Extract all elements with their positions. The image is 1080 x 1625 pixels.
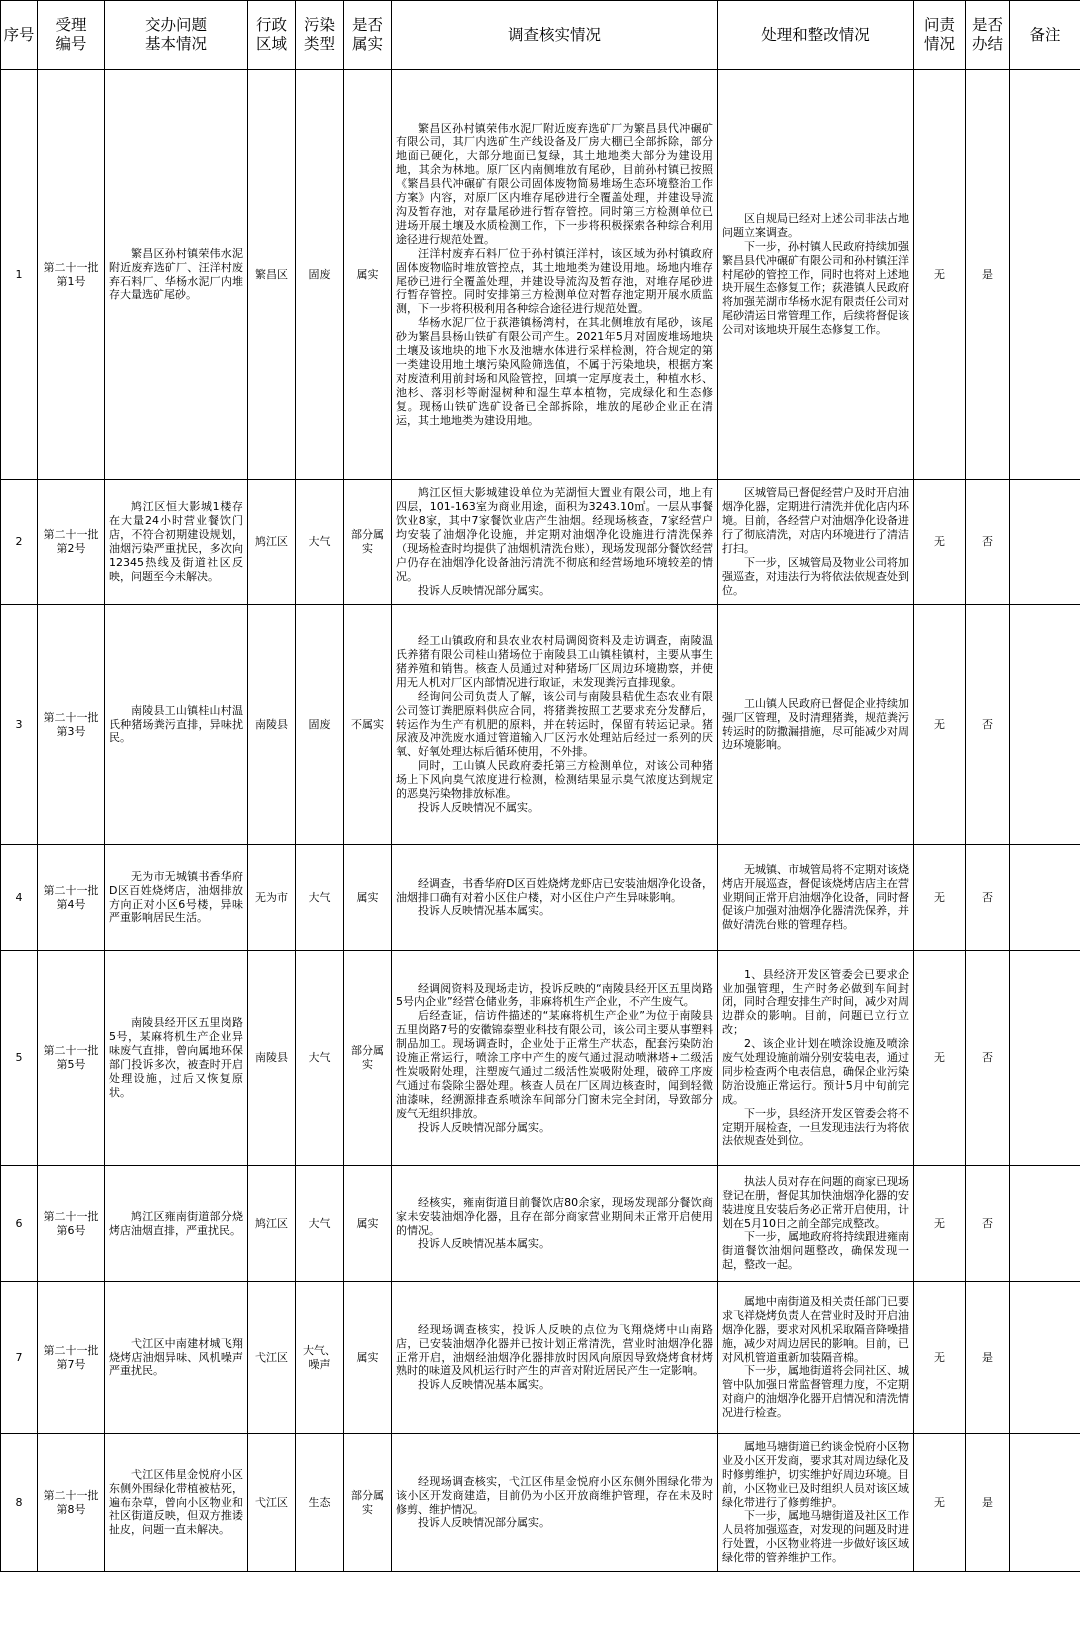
cell-investigation-paragraph: 投诉人反映情况基本属实。 (418, 1237, 550, 1251)
header-accountability (914, 1, 966, 70)
cell-remarks (1010, 1166, 1080, 1282)
cell-verified (344, 951, 392, 1166)
cell-seq: 4 (1, 845, 38, 951)
cell-issue (105, 1166, 248, 1282)
cell-investigation (392, 845, 718, 951)
cell-pollution (296, 951, 344, 1166)
cell-case-no-text: 第二十一批第5号 (43, 1044, 99, 1071)
cell-case-no (38, 70, 105, 480)
cell-investigation-paragraph: 同时，工山镇人民政府委托第三方检测单位，对该公司种猪场上下风向臭气浓度进行检测，检测结果显示臭气浓度达到规定的恶臭污染物排放标准。 (396, 759, 713, 801)
cell-investigation-paragraph: 经调查，书香华府D区百姓烧烤龙虾店已安装油烟净化设备，油烟排口确有对着小区住户楼，对小区住户产生异味影响。 (396, 876, 713, 904)
cell-investigation-paragraph: 后经查证，信访件描述的“某麻将机生产企业”为位于南陵县五里岗路7号的安徽锦泰塑业科技有限公司，该公司主要从事塑料制品加工。现场调查时，企业处于正常生产状态，配套污染防治设施正常运行，喷涂工序中产生的废气通过混动喷淋塔+二级活性炭吸附处理，注塑废气通过二级活性炭吸附处理，破碎工序废气通过布袋除尘器处理。核查人员在厂区周边核查时，闻到轻微油漆味，经溯源排查系喷涂车间部分门窗未完全封闭，导致部分废气无组织排放。 (396, 1009, 713, 1120)
cell-verified (344, 1434, 392, 1572)
cell-issue (105, 605, 248, 845)
cell-handling-paragraph: 属地马塘街道已约谈金悦府小区物业及小区开发商，要求其对周边绿化及时修剪维护，切实维护好周边环境。目前，小区物业已及时组织人员对该区域绿化带进行了修剪维护。 (722, 1439, 909, 1509)
header-district (248, 1, 296, 70)
cell-issue (105, 951, 248, 1166)
cell-handling-paragraph: 无城镇、市城管局将不定期对该烧烤店开展巡查，督促该烧烤店店主在营业期间正常开启油烟净化设备，同时督促该户加强对油烟净化器清洗保养，并做好清洗台账的管理存档。 (722, 862, 909, 932)
cell-district: 南陵县 (248, 951, 296, 1166)
cell-handling (718, 605, 914, 845)
cell-verified-text: 属实 (356, 890, 379, 904)
cell-investigation-paragraph: 经工山镇政府和县农业农村局调阅资料及走访调查，南陵温氏养猪有限公司桂山猪场位于南陵县工山镇桂镇村，主要从事生猪养殖和销售。核查人员通过对种猪场厂区周边环境勘察，并使用无人机对厂区内部情况进行取证，未发现粪污直排现象。 (396, 634, 713, 689)
cell-pollution (296, 1434, 344, 1572)
header-closed (966, 1, 1010, 70)
cell-remarks (1010, 480, 1080, 605)
cell-investigation-paragraph: 繁昌区孙村镇荣伟水泥厂附近废弃选矿厂为繁昌县代冲碾矿有限公司，其厂内选矿生产线设备及厂房大棚已全部拆除，部分地面已硬化，大部分地面已复绿，其土地地类大部分为建设用地，其余为林地。原厂区内南侧堆放有尾砂，目前孙村镇已按照《繁昌县代冲碾矿有限公司固体废物简易堆场生态环境整治工作方案》内容，对原厂区内堆存尾砂进行全覆盖处理，并建设导流沟及暂存池，对存量尾砂进行暂存管控。同时第三方检测单位已进场开展土壤及水质检测工作，下一步将积极探索各种综合利用途径进行规范处置。 (396, 121, 713, 246)
cell-investigation-paragraph: 经现场调查核实，弋江区伟星金悦府小区东侧外围绿化带为该小区开发商建造，目前仍为小区开放商维护管理，存在未及时修剪、维护情况。 (396, 1474, 713, 1516)
table-row (1, 1434, 1080, 1572)
cell-seq: 1 (1, 70, 38, 480)
cell-issue-text: 弋江区伟星金悦府小区东侧外围绿化带植被枯死，遍布杂草，曾向小区物业和社区街道反映，但双方推诿扯皮，问题一直未解决。 (109, 1467, 243, 1537)
header-district-text: 行政区域 (255, 16, 287, 53)
cell-verified (344, 1166, 392, 1282)
cell-case-no (38, 605, 105, 845)
cell-investigation-paragraph: 投诉人反映情况基本属实。 (418, 904, 550, 918)
cell-handling-paragraph: 下一步，属地街道将会同社区、城管中队加强日常监督管理力度，不定期对商户的油烟净化器开启情况和清洗情况进行检查。 (722, 1364, 909, 1420)
cell-issue (105, 1282, 248, 1434)
header-pollution-text: 污染类型 (303, 16, 335, 53)
cell-remarks (1010, 845, 1080, 951)
cell-investigation-paragraph: 投诉人反映情况部分属实。 (418, 1516, 550, 1530)
cell-investigation-paragraph: 华杨水泥厂位于荻港镇杨湾村，在其北侧堆放有尾砂，该尾砂为繁昌县杨山铁矿有限公司产生。2021年5月对固废堆场地块土壤及该地块的地下水及池塘水体进行采样检测，符合规定的第一类建设用地土壤污染风险筛选值，不属于污染地块，根据方案对废渣利用前封场和风险管控，回填一定厚度表土，种植水杉、池杉、落羽杉等耐湿树种和湿生草本植物，完成绿化和生态修复。现杨山铁矿选矿设备已全部拆除，堆放的尾砂企业正在清运，其土地地类为建设用地。 (396, 316, 713, 427)
cell-case-no (38, 1434, 105, 1572)
cell-seq: 6 (1, 1166, 38, 1282)
cell-investigation-paragraph: 经现场调查核实，投诉人反映的点位为飞翔烧烤中山南路店，已安装油烟净化器并已按计划正常清洗，营业时油烟净化器正常开启，油烟经油烟净化器排放时因风向原因导致烧烤食材烤熟时的味道及风机运行时产生的声音对附近居民产生一定影响。 (396, 1322, 713, 1378)
cell-remarks (1010, 1282, 1080, 1434)
cell-investigation-paragraph: 鸠江区恒大影城建设单位为芜湖恒大置业有限公司，地上有四层，101-163室为商业用途，面积为3243.10㎡。一层从事餐饮业8家，其中7家餐饮业店产生油烟。经现场核查，7家经营户均安装了油烟净化设施，并定期对油烟净化设施进行清洗保养（现场检查时均提供了油烟机清洗台账），现场发现部分餐饮经营户仍存在油烟净化设备油污清洗不彻底和经营场地环境较差的情况。 (396, 486, 713, 583)
cell-accountability: 无 (914, 1166, 966, 1282)
cell-investigation-paragraph: 投诉人反映情况部分属实。 (418, 583, 550, 597)
cell-closed: 否 (966, 845, 1010, 951)
header-accountability-text: 问责情况 (923, 16, 955, 53)
cell-remarks (1010, 1434, 1080, 1572)
cell-investigation-paragraph: 经核实，雍南街道目前餐饮店80余家，现场发现部分餐饮商家未安装油烟净化器，且存在部分商家营业期间未正常开启使用的情况。 (396, 1195, 713, 1237)
cell-accountability: 无 (914, 605, 966, 845)
cell-verified-text: 部分属实 (350, 1488, 384, 1516)
cell-pollution-text: 大气 (308, 535, 331, 549)
cell-handling-paragraph: 1、县经济开发区管委会已要求企业加强管理，生产时务必做到车间封闭，同时合理安排生产时间，减少对周边群众的影响。目前，问题已立行立改； (722, 967, 909, 1037)
cell-handling-paragraph: 工山镇人民政府已督促企业持续加强厂区管理，及时清理猪粪，规范粪污转运时的防撒漏措施，尽可能减少对周边环境影响。 (722, 696, 909, 752)
cell-pollution-text: 大气 (308, 1216, 331, 1230)
cell-accountability: 无 (914, 1282, 966, 1434)
cell-remarks (1010, 951, 1080, 1166)
cell-investigation-paragraph: 投诉人反映情况基本属实。 (418, 1378, 550, 1392)
table-row (1, 70, 1080, 480)
cell-closed: 否 (966, 480, 1010, 605)
cell-issue-text: 鸠江区雍南街道部分烧烤店油烟直排，严重扰民。 (109, 1209, 243, 1237)
cell-seq: 3 (1, 605, 38, 845)
cell-pollution (296, 845, 344, 951)
cell-handling (718, 1282, 914, 1434)
cell-handling-paragraph: 2、该企业计划在喷涂设施及喷涂废气处理设施前端分别安装电表，通过同步检查两个电表信息，确保企业污染防治设施正常运行。预计5月中旬前完成。 (722, 1037, 909, 1106)
cell-pollution-text: 大气 (308, 890, 331, 904)
cell-closed: 是 (966, 1434, 1010, 1572)
cell-handling-paragraph: 下一步，属地政府将持续跟进雍南街道餐饮油烟问题整改，确保发现一起，整改一起。 (722, 1230, 909, 1272)
cell-case-no-text: 第二十一批第3号 (43, 710, 99, 738)
cell-issue-text: 鸠江区恒大影城1楼存在大量24小时营业餐饮门店，不符合初期建设规划，油烟污染严重扰民，多次向12345热线及街道社区反映，问题至今未解决。 (109, 500, 243, 583)
cell-handling (718, 845, 914, 951)
cell-accountability: 无 (914, 951, 966, 1166)
cell-case-no-text: 第二十一批第8号 (43, 1488, 99, 1516)
cell-handling-paragraph: 下一步，区城管局及物业公司将加强巡查，对违法行为将依法依规查处到位。 (722, 555, 909, 597)
cell-case-no-text: 第二十一批第4号 (43, 883, 99, 911)
table-row (1, 845, 1080, 951)
cell-pollution-text: 固废 (308, 717, 331, 731)
cell-verified (344, 480, 392, 605)
cell-issue-text: 弋江区中南建材城飞翔烧烤店油烟异味、风机噪声严重扰民。 (109, 1336, 243, 1378)
cell-pollution-text: 生态 (308, 1495, 331, 1509)
cell-pollution (296, 605, 344, 845)
cell-pollution (296, 70, 344, 480)
cell-investigation (392, 951, 718, 1166)
header-issue (105, 1, 248, 70)
cell-verified-text: 属实 (356, 1216, 379, 1230)
header-seq: 序号 (1, 1, 38, 70)
cell-verified-text: 部分属实 (350, 1044, 384, 1071)
cell-verified-text: 不属实 (350, 717, 384, 731)
cell-handling (718, 70, 914, 480)
cell-verified (344, 605, 392, 845)
cell-issue-text: 繁昌区孙村镇荣伟水泥附近废弃选矿厂、汪洋村废弃石料厂、华杨水泥厂内堆存大量选矿尾砂。 (109, 246, 243, 302)
cell-issue (105, 845, 248, 951)
cell-investigation (392, 70, 718, 480)
cell-handling-paragraph: 执法人员对存在问题的商家已现场登记在册，督促其加快油烟净化器的安装进度且安装后务必正常开启使用，计划在5月10日之前全部完成整改。 (722, 1174, 909, 1230)
cell-case-no-text: 第二十一批第1号 (43, 260, 99, 288)
table-row (1, 1282, 1080, 1434)
header-pollution (296, 1, 344, 70)
header-case-no-text: 受理编号 (55, 16, 87, 53)
header-remarks: 备注 (1010, 1, 1080, 70)
cell-accountability: 无 (914, 480, 966, 605)
cell-accountability: 无 (914, 1434, 966, 1572)
cell-handling-paragraph: 下一步，县经济开发区管委会将不定期开展检查，一旦发现违法行为将依法依规查处到位。 (722, 1106, 909, 1148)
cell-remarks (1010, 70, 1080, 480)
cell-remarks (1010, 605, 1080, 845)
cell-handling-paragraph: 区城管局已督促经营户及时开启油烟净化器，定期进行清洗并优化店内环境。目前，各经营户对油烟净化设备进行了彻底清洗，对店内环境进行了清洁打扫。 (722, 486, 909, 555)
header-verified (344, 1, 392, 70)
table-row (1, 951, 1080, 1166)
cell-case-no-text: 第二十一批第6号 (43, 1209, 99, 1237)
cell-issue-text: 无为市无城镇书香华府D区百姓烧烤店，油烟排放方向正对小区6号楼，异味严重影响居民生活。 (109, 869, 243, 925)
cell-handling (718, 1434, 914, 1572)
cell-accountability: 无 (914, 70, 966, 480)
cell-case-no (38, 1282, 105, 1434)
cell-investigation-paragraph: 经调阅资料及现场走访，投诉反映的“南陵县经开区五里岗路5号内企业”经营仓储业务，非麻将机生产企业，不产生废气。 (396, 981, 713, 1009)
cell-pollution-text: 大气、噪声 (302, 1343, 336, 1371)
cell-district: 鸠江区 (248, 1166, 296, 1282)
cell-district: 无为市 (248, 845, 296, 951)
cell-verified (344, 1282, 392, 1434)
cell-investigation (392, 605, 718, 845)
cell-closed: 是 (966, 70, 1010, 480)
header-case-no (38, 1, 105, 70)
cell-case-no (38, 951, 105, 1166)
cell-case-no (38, 1166, 105, 1282)
cell-handling (718, 1166, 914, 1282)
cell-investigation-paragraph: 投诉人反映情况不属实。 (418, 800, 539, 814)
cell-seq: 5 (1, 951, 38, 1166)
cell-pollution (296, 1166, 344, 1282)
cell-handling (718, 951, 914, 1166)
cell-accountability: 无 (914, 845, 966, 951)
cell-issue (105, 70, 248, 480)
table-row (1, 605, 1080, 845)
cell-case-no (38, 480, 105, 605)
header-handling: 处理和整改情况 (718, 1, 914, 70)
header-verified-text: 是否属实 (351, 16, 383, 53)
table-row (1, 1166, 1080, 1282)
cell-handling (718, 480, 914, 605)
header-investigation: 调查核实情况 (392, 1, 718, 70)
cell-issue-text: 南陵县经开区五里岗路5号，某麻将机生产企业异味废气直排，曾向属地环保部门投诉多次，被查时开启处理设施，过后又恢复原状。 (109, 1016, 243, 1099)
cell-district: 弋江区 (248, 1282, 296, 1434)
cell-investigation-paragraph: 经询问公司负责人了解，该公司与南陵县秸优生态农业有限公司签订粪肥原料供应合同，将猪粪按照工艺要求充分发酵后，转运作为生产有机肥的原料，并在转运时，保留有转运记录。猪尿液及冲洗废水通过管道输入厂区污水处理站后经过一系列的厌氧、好氧处理达标后循环使用，不外排。 (396, 689, 713, 759)
cell-issue (105, 480, 248, 605)
cell-investigation (392, 1282, 718, 1434)
cell-pollution (296, 480, 344, 605)
cell-investigation (392, 480, 718, 605)
cell-verified-text: 属实 (356, 1350, 379, 1364)
header-row (1, 1, 1080, 70)
cell-verified (344, 70, 392, 480)
cell-closed: 否 (966, 1166, 1010, 1282)
cell-case-no-text: 第二十一批第7号 (43, 1343, 99, 1371)
cell-issue-text: 南陵县工山镇桂山村温氏种猪场粪污直排，异味扰民。 (109, 703, 243, 745)
cell-case-no (38, 845, 105, 951)
cell-seq: 7 (1, 1282, 38, 1434)
cell-handling-paragraph: 下一步，孙村镇人民政府持续加强繁昌县代冲碾矿有限公司和孙村镇汪洋村尾砂的管控工作，同时也将对上述地块开展生态修复工作；荻港镇人民政府将加强芜湖市华杨水泥有限责任公司对尾砂清运日常管理工作，后续将督促该公司对该地块开展生态修复工作。 (722, 239, 909, 337)
cell-district: 繁昌区 (248, 70, 296, 480)
cell-pollution-text: 固废 (308, 267, 331, 281)
cell-issue (105, 1434, 248, 1572)
header-closed-text: 是否办结 (971, 16, 1003, 53)
cell-verified-text: 部分属实 (350, 528, 384, 555)
cell-investigation (392, 1434, 718, 1572)
cell-handling-paragraph: 下一步，属地马塘街道及社区工作人员将加强巡查，对发现的问题及时进行处置，小区物业将进一步做好该区域绿化带的管养维护工作。 (722, 1509, 909, 1565)
cell-district: 南陵县 (248, 605, 296, 845)
header-issue-text: 交办问题基本情况 (144, 16, 207, 53)
cell-pollution (296, 1282, 344, 1434)
cell-investigation-paragraph: 汪洋村废弃石料厂位于孙村镇汪洋村，该区域为孙村镇政府固体废物临时堆放管控点，其土地地类为建设用地。场地内堆存尾砂已进行全覆盖处理，并建设导流沟及暂存池，对堆存尾砂进行暂存管控。同时安排第三方检测单位对暂存池定期开展水质监测，下一步将积极利用各种综合途径进行规范处置。 (396, 246, 713, 316)
cell-handling-paragraph: 属地中南街道及相关责任部门已要求飞祥烧烤负责人在营业时及时开启油烟净化器，要求对风机采取隔音降噪措施，减少对周边居民的影响。目前，已对风机管道重新加装隔音棉。 (722, 1294, 909, 1364)
cell-investigation-paragraph: 投诉人反映情况部分属实。 (418, 1120, 550, 1134)
cell-seq: 8 (1, 1434, 38, 1572)
cell-investigation (392, 1166, 718, 1282)
cell-closed: 否 (966, 951, 1010, 1166)
cell-pollution-text: 大气 (308, 1051, 331, 1065)
cell-seq: 2 (1, 480, 38, 605)
cell-closed: 否 (966, 605, 1010, 845)
cell-case-no-text: 第二十一批第2号 (43, 528, 99, 555)
cell-district: 弋江区 (248, 1434, 296, 1572)
cell-handling-paragraph: 区自规局已经对上述公司非法占地问题立案调查。 (722, 211, 909, 239)
cell-verified-text: 属实 (356, 267, 379, 281)
cell-verified (344, 845, 392, 951)
table-row (1, 480, 1080, 605)
cell-district: 鸠江区 (248, 480, 296, 605)
cell-closed: 是 (966, 1282, 1010, 1434)
